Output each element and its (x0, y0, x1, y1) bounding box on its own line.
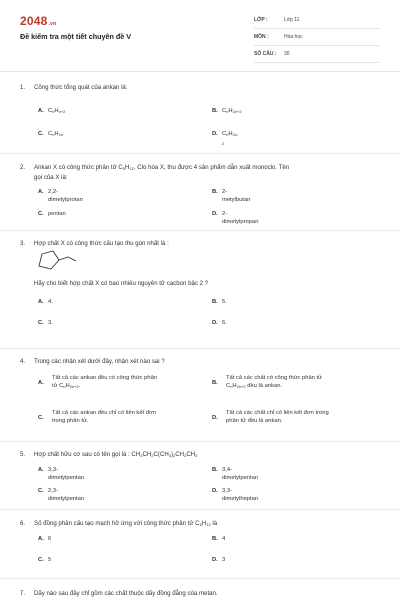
meta-subject: MÔN : Hóa học (254, 31, 380, 46)
question-6: 6. Số đồng phân cấu tạo mạch hở ứng với công thức phân tử $C_5H_{12}$ là A. 6 B. 4 C. 5 D. 3 (0, 510, 400, 579)
question-5: 5. Hợp chất hữu cơ sau có tên gọi là : $CH_3CH_2C(CH_3)_2CH_2CH_3$ A. 3,3-dimetylpentan B. 3,4-dimetylpentan C. 2,3-dimetylpentan D. 3,3-dimetylheptan (0, 442, 400, 510)
exam-meta (254, 14, 380, 65)
question-2: 2. Ankan X có công thức phân tử $C_5H_{12}$. Clo hóa X, thu được 4 sản phẩm dẫn xuất monoclo. Tên gọi của X là: A. 2,2-dimetylprotan B. 2- metylbutan C. pentan D. 2- dimetylpropan (0, 154, 400, 231)
question-text: Hãy cho biết hợp chất X có bao nhiêu nguyên tử cacbon bậc 2 ? (34, 280, 209, 287)
question-stem: 7. Dãy nào sau đây chỉ gồm các chất thuộc dãy đồng đẳng của metan. (20, 590, 218, 597)
question-1: 1. Công thức tổng quát của ankan là: A. $C_nH_{n+2}$ B. $C_nH_{2n+2}$ C. $C_nH_{2n}$ D. $C_nH_{2n-2}$ (0, 72, 400, 154)
ethylcyclopentane-skeleton (34, 248, 94, 274)
question-7 (0, 579, 400, 599)
structure-diagram (34, 248, 94, 274)
question-stem: 2. Ankan X có công thức phân tử $C_5H_{12}$. Clo hóa X, thu được 4 sản phẩm dẫn xuất monoclo. Tên gọi của X là: (20, 164, 290, 181)
question-stem: 4. Trong các nhận xét dưới đây, nhận xét nào sai ? (20, 358, 165, 365)
site-logo[interactable]: 2048.vn (20, 14, 57, 28)
meta-question-count: SỐ CÂU : 30 (254, 48, 380, 63)
question-stem: 6. Số đồng phân cấu tạo mạch hở ứng với công thức phân tử $C_5H_{12}$ là (20, 520, 218, 527)
page-header (0, 0, 400, 68)
document-title: Đề kiểm tra một tiết chuyên đề V (20, 32, 132, 41)
question-stem: 1. Công thức tổng quát của ankan là: (20, 84, 128, 91)
meta-class: LỚP : Lớp 11 (254, 14, 380, 29)
question-3: 3. Hợp chất X có công thức cấu tạo thu gọn nhất là : Hãy cho biết hợp chất X có bao nhiêu nguyên tử cacbon bậc 2 ? A. 4. B. 5. C. 3. D. 6. (0, 231, 400, 349)
question-stem: 5. Hợp chất hữu cơ sau có tên gọi là : $CH_3CH_2C(CH_3)_2CH_2CH_3$ (20, 451, 198, 458)
question-list (0, 72, 400, 599)
question-4: 4. Trong các nhận xét dưới đây, nhận xét nào sai ? A. Tất cả các ankan đều có công thức phân tử $C_nH_{2n+2}$. B. Tất cả các chất có công thức phân tử $C_nH_{2n+2}$ đều là ankan. C. Tất cả các ankan đều chỉ có liên kết đơn trong phân tử. D. Tất cả các chất chỉ có liên kết đơn trong phân tử đều là ankan. (0, 349, 400, 442)
question-stem: 3. Hợp chất X có công thức cấu tạo thu gọn nhất là : (20, 240, 169, 247)
